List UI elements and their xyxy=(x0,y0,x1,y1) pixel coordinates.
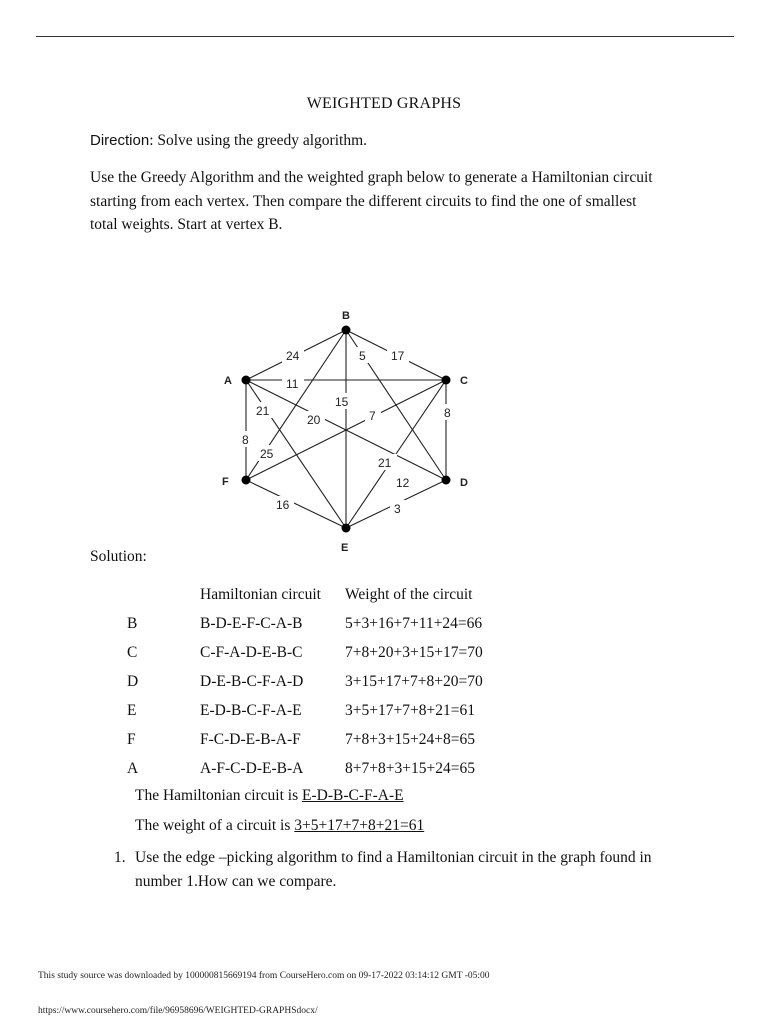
table-row xyxy=(114,754,515,783)
start-vertex: F xyxy=(127,730,136,748)
circuit-weight: 8+7+8+3+15+24=65 xyxy=(345,759,475,777)
vertex-E-dot xyxy=(342,524,351,533)
edge-F-E xyxy=(246,480,346,528)
header-cell-circuit: Hamiltonian circuit xyxy=(200,585,321,603)
source-url: https://www.coursehero.com/file/96958696/WEIGHTED-GRAPHSdocx/ xyxy=(38,1006,318,1016)
weighted-graph xyxy=(200,300,500,560)
weight-label-5: 5 xyxy=(359,349,366,363)
table-row xyxy=(114,609,515,638)
circuit-path: E-D-B-C-F-A-E xyxy=(200,701,302,719)
circuit-weight: 3+15+17+7+8+20=70 xyxy=(345,672,483,690)
vertex-C-dot xyxy=(442,376,451,385)
solution-label: Solution: xyxy=(90,548,147,565)
weight-label-11: 11 xyxy=(286,377,299,391)
header-cell-weight: Weight of the circuit xyxy=(345,585,473,603)
vertex-A-dot xyxy=(242,376,251,385)
weight-label-21-a: 21 xyxy=(256,404,270,418)
circuit-weight: 5+3+16+7+11+24=66 xyxy=(345,614,483,632)
vertex-label-F: F xyxy=(222,476,229,488)
weight-label-8-left: 8 xyxy=(242,433,249,447)
solution-table xyxy=(114,580,515,783)
weight-label-25: 25 xyxy=(260,447,274,461)
vertex-F-dot xyxy=(242,476,251,485)
circuit-weight: 7+8+20+3+15+17=70 xyxy=(345,643,483,661)
circuit-path: B-D-E-F-C-A-B xyxy=(200,614,303,632)
question-line: Use the edge –picking algorithm to find a Hamiltonian circuit in the graph found in xyxy=(135,849,652,866)
weight-summary xyxy=(135,817,424,835)
vertex-D-dot xyxy=(442,476,451,485)
circuit-summary-answer: E-D-B-C-F-A-E xyxy=(302,787,404,804)
direction-text: : Solve using the greedy algorithm. xyxy=(149,132,368,149)
start-vertex: D xyxy=(127,672,139,690)
weight-label-20: 20 xyxy=(307,413,321,427)
page-title: WEIGHTED GRAPHS xyxy=(306,95,462,112)
instructions-paragraph xyxy=(90,166,690,237)
weight-label-15: 15 xyxy=(335,395,349,409)
start-vertex: E xyxy=(127,701,137,719)
table-row xyxy=(114,667,515,696)
circuit-path: A-F-C-D-E-B-A xyxy=(200,759,304,777)
vertex-label-D: D xyxy=(460,477,468,489)
circuit-summary xyxy=(135,787,404,805)
weight-label-17: 17 xyxy=(391,349,405,363)
start-vertex: A xyxy=(127,759,139,777)
vertex-label-B: B xyxy=(342,310,350,322)
weight-label-12: 12 xyxy=(396,476,410,490)
circuit-summary-prefix: The Hamiltonian circuit is xyxy=(135,787,303,804)
weight-label-8-right: 8 xyxy=(444,406,451,420)
vertex-label-E: E xyxy=(341,542,349,554)
weight-label-21-b: 21 xyxy=(378,456,392,470)
table-row xyxy=(114,696,515,725)
header-cell-vertex xyxy=(114,580,200,609)
weight-label-3: 3 xyxy=(394,502,401,516)
vertex-label-C: C xyxy=(460,375,468,387)
instructions-line: starting from each vertex. Then compare the different circuits to find the one of smallest xyxy=(90,192,637,210)
circuit-path: D-E-B-C-F-A-D xyxy=(200,672,304,690)
question-number: 1. xyxy=(114,849,126,866)
direction-line xyxy=(90,132,367,150)
table-row xyxy=(114,725,515,754)
header-rule xyxy=(36,36,734,37)
vertex-B-dot xyxy=(342,326,351,335)
weight-summary-answer: 3+5+17+7+8+21=61 xyxy=(294,817,425,834)
table-header-row xyxy=(114,580,515,609)
instructions-line: total weights. Start at vertex B. xyxy=(90,216,283,233)
weight-summary-prefix: The weight of a circuit is xyxy=(135,817,295,834)
circuit-weight: 3+5+17+7+8+21=61 xyxy=(345,701,475,719)
question-1 xyxy=(114,846,714,894)
circuit-weight: 7+8+3+15+24+8=65 xyxy=(345,730,475,748)
circuit-path: F-C-D-E-B-A-F xyxy=(200,730,301,748)
download-note: This study source was downloaded by 100000815669194 from CourseHero.com on 09-17-2022 03:14:12 GMT -05:00 xyxy=(38,971,490,981)
start-vertex: B xyxy=(127,614,138,632)
table-row xyxy=(114,638,515,667)
instructions-line: Use the Greedy Algorithm and the weighted graph below to generate a Hamiltonian circuit xyxy=(90,169,653,186)
weight-label-16: 16 xyxy=(276,498,290,512)
question-line: number 1.How can we compare. xyxy=(135,873,337,890)
weight-label-7: 7 xyxy=(369,409,376,423)
vertex-label-A: A xyxy=(224,375,232,387)
weight-label-24: 24 xyxy=(286,349,300,363)
direction-label: Direction xyxy=(90,132,150,149)
circuit-path: C-F-A-D-E-B-C xyxy=(200,643,303,661)
start-vertex: C xyxy=(127,643,138,661)
